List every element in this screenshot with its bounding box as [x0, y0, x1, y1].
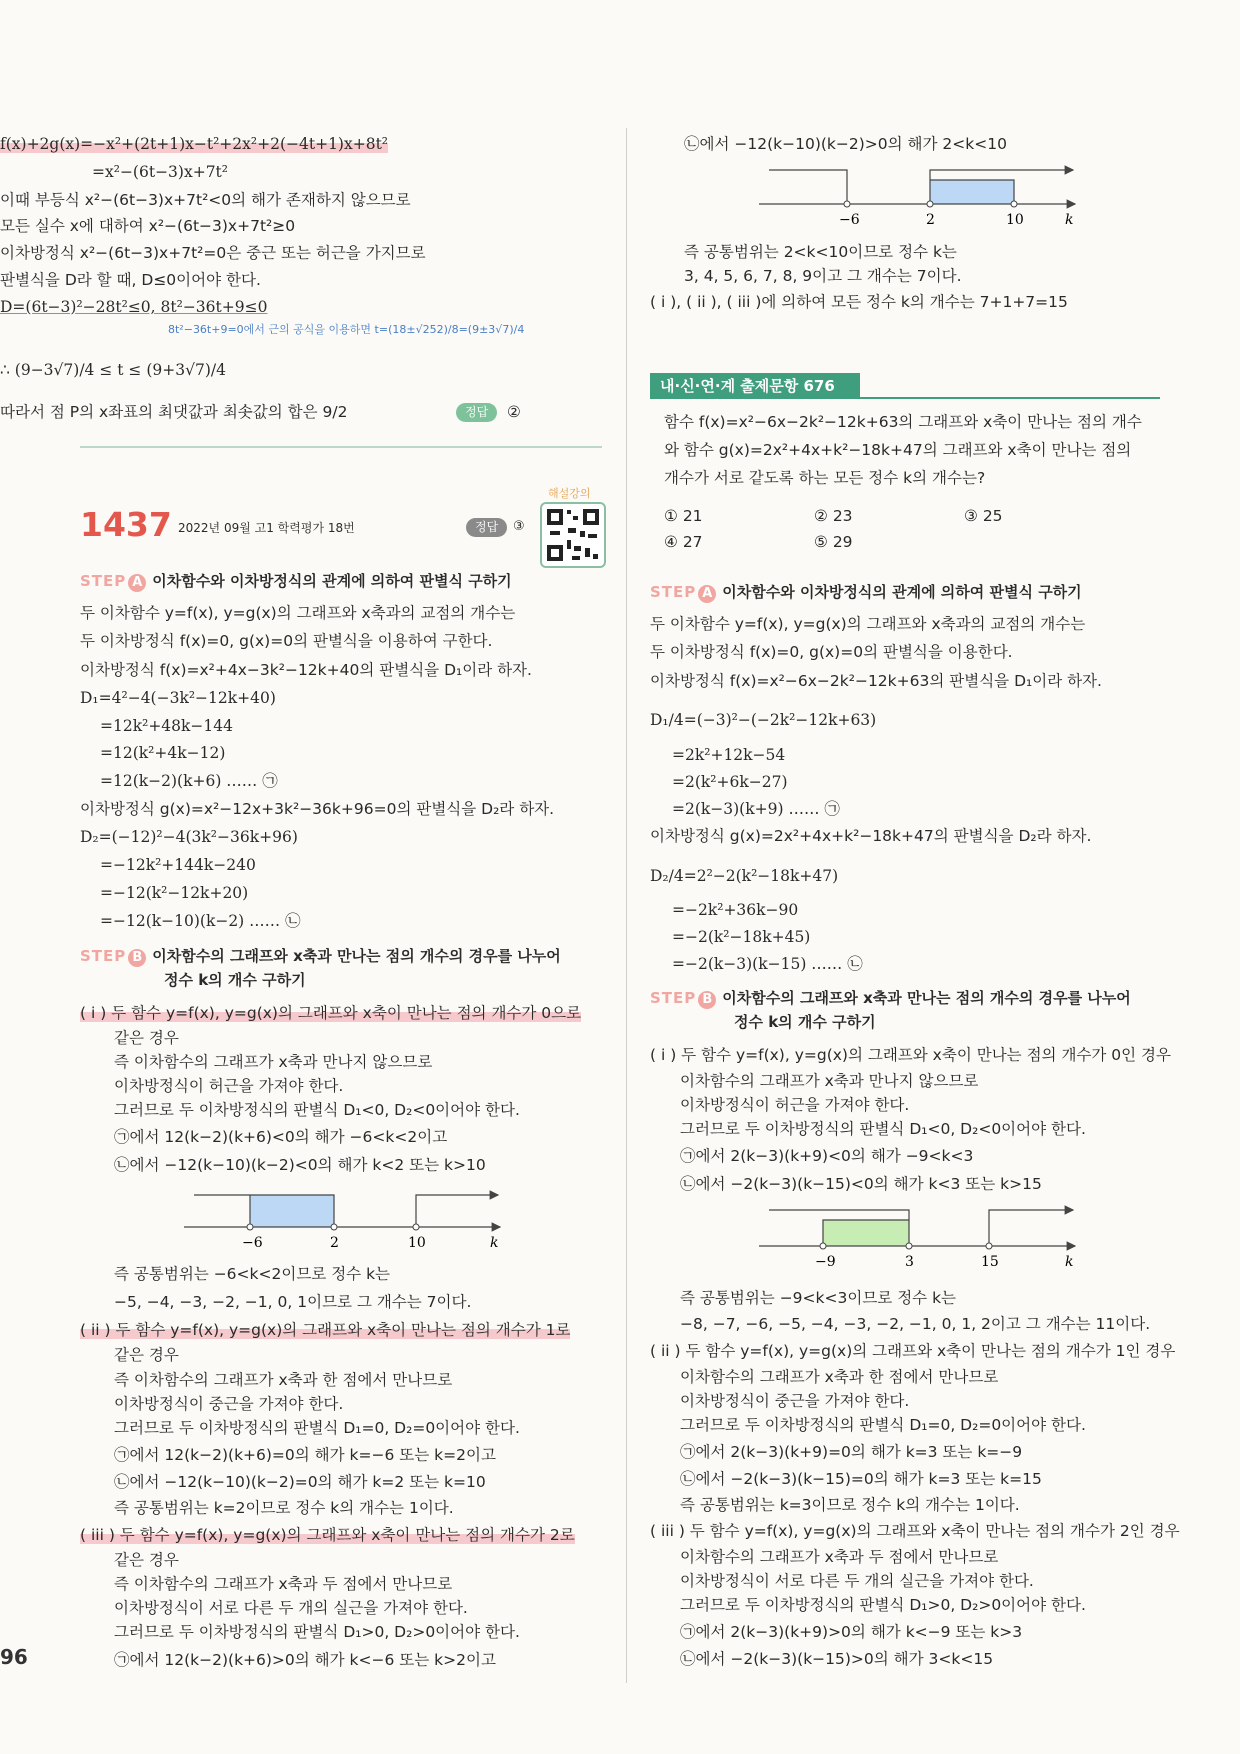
- choice-2[interactable]: ② 23: [814, 507, 853, 525]
- step-b-heading: STEP B 이차함수의 그래프와 x축과 만나는 점의 개수의 경우를 나누어: [80, 947, 561, 965]
- text-line: 그러므로 두 이차방정식의 판별식 D₁=0, D₂=0이어야 한다.: [114, 1419, 520, 1437]
- case-heading: ( ii ) 두 함수 y=f(x), y=g(x)의 그래프와 x축이 만나는 점의 개수가 1인 경우: [650, 1342, 1176, 1360]
- qr-label: 해설강의: [548, 487, 591, 500]
- text-line: 그러므로 두 이차방정식의 판별식 D₁>0, D₂>0이어야 한다.: [680, 1596, 1086, 1614]
- text-line: 그러므로 두 이차방정식의 판별식 D₁<0, D₂<0이어야 한다.: [680, 1120, 1086, 1138]
- case-heading: ( iii ) 두 함수 y=f(x), y=g(x)의 그래프와 x축이 만나는 점의 개수가 2인 경우: [650, 1522, 1180, 1540]
- answer-badge: 정답: [466, 518, 507, 537]
- text-line: ㉠에서 12(k−2)(k+6)=0의 해가 k=−6 또는 k=2이고: [114, 1446, 496, 1464]
- text-line: 모든 실수 x에 대하여 x²−(6t−3)x+7t²≥0: [0, 217, 296, 235]
- text-line: 즉 이차함수의 그래프가 x축과 두 점에서 만나므로: [114, 1575, 453, 1593]
- text-line: 이차방정식이 중근을 가져야 한다.: [114, 1395, 344, 1413]
- text-line: 판별식을 D라 할 때, D≤0이어야 한다.: [0, 271, 261, 289]
- hint-note: 8t²−36t+9=0에서 근의 공식을 이용하면 t=(18±√252)/8=(9±3√7)/4: [168, 323, 525, 336]
- text-line: ㉡에서 −12(k−10)(k−2)=0의 해가 k=2 또는 k=10: [114, 1473, 486, 1491]
- text-line: ㉡에서 −12(k−10)(k−2)<0의 해가 k<2 또는 k>10: [114, 1156, 486, 1174]
- text-line: 즉 이차함수의 그래프가 x축과 한 점에서 만나므로: [114, 1371, 453, 1389]
- text-line: 그러므로 두 이차방정식의 판별식 D₁>0, D₂>0이어야 한다.: [114, 1623, 520, 1641]
- text-line: −8, −7, −6, −5, −4, −3, −2, −1, 0, 1, 2이고 그 개수는 11이다.: [680, 1315, 1151, 1333]
- tick-label: −9: [815, 1254, 836, 1270]
- equation-line: =−2(k²−18k+45): [672, 928, 811, 946]
- text-line: ㉡에서 −2(k−3)(k−15)=0의 해가 k=3 또는 k=15: [680, 1470, 1042, 1488]
- question-line: 함수 f(x)=x²−6x−2k²−12k+63의 그래프와 x축이 만나는 점의 개수: [664, 413, 1142, 431]
- text-line: 이차방정식이 허근을 가져야 한다.: [680, 1096, 910, 1114]
- text-line: ㉡에서 −12(k−10)(k−2)>0의 해가 2<k<10: [684, 135, 1007, 153]
- choice-1[interactable]: ① 21: [664, 507, 703, 525]
- step-b-heading: STEP B 이차함수의 그래프와 x축과 만나는 점의 개수의 경우를 나누어: [650, 989, 1131, 1007]
- text-line: 이차방정식이 허근을 가져야 한다.: [114, 1077, 344, 1095]
- text-line: ㉠에서 12(k−2)(k+6)>0의 해가 k<−6 또는 k>2이고: [114, 1651, 496, 1669]
- case-heading: ( i ) 두 함수 y=f(x), y=g(x)의 그래프와 x축이 만나는 점의 개수가 0으로: [80, 1004, 582, 1022]
- equation-line: =2(k²+6k−27): [672, 773, 788, 791]
- range-fill: [250, 1195, 334, 1227]
- equation-line: D₂=(−12)²−4(3k²−36k+96): [80, 828, 298, 846]
- linked-problem-header: [650, 373, 1160, 397]
- text-line: 이차방정식이 서로 다른 두 개의 실근을 가져야 한다.: [680, 1572, 1034, 1590]
- problem-source: 2022년 09월 고1 학력평가 18번: [178, 521, 355, 535]
- range-fill: [823, 1220, 909, 1246]
- text-line: ㉠에서 2(k−3)(k+9)=0의 해가 k=3 또는 k=−9: [680, 1443, 1023, 1461]
- equation-line: =12(k²+4k−12): [100, 744, 226, 762]
- problem-number: 1437: [80, 505, 172, 544]
- text-line: ㉠에서 2(k−3)(k+9)>0의 해가 k<−9 또는 k>3: [680, 1623, 1023, 1641]
- text-line: 같은 경우: [114, 1346, 179, 1364]
- axis-var-label: k: [1065, 212, 1074, 228]
- text-line: 이차함수의 그래프가 x축과 두 점에서 만나므로: [680, 1548, 999, 1566]
- equation-line: =2(k−3)(k+9) …… ㉠: [672, 800, 840, 818]
- text-line: 같은 경우: [114, 1551, 179, 1569]
- text-line: 즉 공통범위는 2<k<10이므로 정수 k는: [684, 243, 957, 261]
- equation-line: =−2(k−3)(k−15) …… ㉡: [672, 955, 863, 973]
- choice-4[interactable]: ④ 27: [664, 533, 703, 551]
- tick-label: −6: [242, 1235, 263, 1251]
- tick-label: 2: [330, 1235, 339, 1251]
- step-b-heading-cont: 정수 k의 개수 구하기: [164, 971, 306, 989]
- text-line: 즉 공통범위는 k=2이므로 정수 k의 개수는 1이다.: [114, 1499, 454, 1517]
- text-line: 즉 공통범위는 −9<k<3이므로 정수 k는: [680, 1289, 957, 1307]
- case-heading: ( ii ) 두 함수 y=f(x), y=g(x)의 그래프와 x축이 만나는 점의 개수가 1로: [80, 1321, 571, 1339]
- tick-label: 3: [905, 1254, 914, 1270]
- equation-line: =−12k²+144k−240: [100, 856, 256, 874]
- equation-line: D=(6t−3)²−28t²≤0, 8t²−36t+9≤0: [0, 298, 268, 316]
- text-line: 즉 공통범위는 k=3이므로 정수 k의 개수는 1이다.: [680, 1496, 1020, 1514]
- tick-label: −6: [839, 212, 860, 228]
- text-line: 3, 4, 5, 6, 7, 8, 9이고 그 개수는 7이다.: [684, 267, 962, 285]
- section-divider: [80, 446, 602, 448]
- column-divider: [626, 128, 627, 1683]
- text-line: ( i ), ( ii ), ( iii )에 의하여 모든 정수 k의 개수는 7+1+7=15: [650, 293, 1068, 311]
- choice-3[interactable]: ③ 25: [964, 507, 1003, 525]
- text-line: 그러므로 두 이차방정식의 판별식 D₁=0, D₂=0이어야 한다.: [680, 1416, 1086, 1434]
- qr-code[interactable]: [540, 502, 606, 568]
- text-line: 이차방정식이 중근을 가져야 한다.: [680, 1392, 910, 1410]
- conclusion-line: 따라서 점 P의 x좌표의 최댓값과 최솟값의 합은 9/2: [0, 403, 348, 421]
- equation-line: =−2k²+36k−90: [672, 901, 799, 919]
- text-line: 그러므로 두 이차방정식의 판별식 D₁<0, D₂<0이어야 한다.: [114, 1101, 520, 1119]
- range-bracket: [989, 1210, 1073, 1246]
- text-line: 이차함수의 그래프가 x축과 한 점에서 만나므로: [680, 1368, 999, 1386]
- tick-label: 15: [981, 1254, 999, 1270]
- tick-label: 10: [408, 1235, 426, 1251]
- equation-line: f(x)+2g(x)=−x²+(2t+1)x−t²+2x²+2(−4t+1)x+8t²: [0, 135, 389, 153]
- inequality-result: ∴ (9−3√7)/4 ≤ t ≤ (9+3√7)/4: [0, 361, 226, 379]
- equation-line: =−12(k²−12k+20): [100, 884, 249, 902]
- text-line: 두 이차함수 y=f(x), y=g(x)의 그래프와 x축과의 교점의 개수는: [80, 604, 516, 622]
- text-line: 이때 부등식 x²−(6t−3)x+7t²<0의 해가 존재하지 않으므로: [0, 191, 411, 209]
- answer-value: ②: [507, 403, 521, 421]
- qr-code-icon: [542, 504, 604, 566]
- equation-line: =−12(k−10)(k−2) …… ㉡: [100, 912, 301, 930]
- axis-var-label: k: [1065, 1254, 1074, 1270]
- text-line: ㉡에서 −2(k−3)(k−15)<0의 해가 k<3 또는 k>15: [680, 1175, 1042, 1193]
- text-line: 이차방정식 g(x)=x²−12x+3k²−36k+96=0의 판별식을 D₂라 하자.: [80, 800, 555, 818]
- number-line-2: [755, 1200, 1085, 1270]
- text-line: 이차방정식 x²−(6t−3)x+7t²=0은 중근 또는 허근을 가지므로: [0, 244, 426, 262]
- answer-value: ③: [513, 519, 525, 534]
- equation-line: D₂/4=2²−2(k²−18k+47): [650, 867, 839, 885]
- text-line: 즉 공통범위는 −6<k<2이므로 정수 k는: [114, 1265, 391, 1283]
- text-line: 두 이차방정식 f(x)=0, g(x)=0의 판별식을 이용한다.: [650, 643, 1013, 661]
- text-line: 이차방정식 g(x)=2x²+4x+k²−18k+47의 판별식을 D₂라 하자.: [650, 827, 1092, 845]
- equation-line: =12(k−2)(k+6) …… ㉠: [100, 772, 278, 790]
- equation-line: =x²−(6t−3)x+7t²: [92, 163, 228, 181]
- axis-var-label: k: [490, 1235, 499, 1251]
- equation-line: D₁/4=(−3)²−(−2k²−12k+63): [650, 711, 877, 729]
- number-line-top: [755, 160, 1085, 230]
- case-heading: ( iii ) 두 함수 y=f(x), y=g(x)의 그래프와 x축이 만나는 점의 개수가 2로: [80, 1526, 575, 1544]
- step-b-heading-cont: 정수 k의 개수 구하기: [734, 1013, 876, 1031]
- equation-line: =2k²+12k−54: [672, 746, 786, 764]
- question-line: 와 함수 g(x)=2x²+4x+k²−18k+47의 그래프와 x축이 만나는 점의: [664, 441, 1132, 459]
- text-line: −5, −4, −3, −2, −1, 0, 1이므로 그 개수는 7이다.: [114, 1293, 472, 1311]
- equation-line: =12k²+48k−144: [100, 717, 233, 735]
- text-line: ㉠에서 12(k−2)(k+6)<0의 해가 −6<k<2이고: [114, 1128, 448, 1146]
- header-title: 내·신·연·계 출제문항 676: [650, 373, 860, 399]
- range-bracket: [769, 170, 847, 204]
- question-line: 개수가 서로 같도록 하는 모든 정수 k의 개수는?: [664, 469, 986, 487]
- number-line-1: [180, 1185, 510, 1255]
- tick-label: 2: [926, 212, 935, 228]
- answer-badge: 정답: [456, 403, 497, 422]
- page-number: 96: [0, 1645, 28, 1669]
- range-bracket: [416, 1195, 498, 1227]
- range-fill: [930, 180, 1014, 204]
- text-line: 이차방정식 f(x)=x²−6x−2k²−12k+63의 판별식을 D₁이라 하자.: [650, 672, 1102, 690]
- choice-5[interactable]: ⑤ 29: [814, 533, 853, 551]
- text-line: 이차함수의 그래프가 x축과 만나지 않으므로: [680, 1072, 979, 1090]
- equation-line: D₁=4²−4(−3k²−12k+40): [80, 689, 276, 707]
- text-line: 이차방정식이 서로 다른 두 개의 실근을 가져야 한다.: [114, 1599, 468, 1617]
- text-line: 두 이차함수 y=f(x), y=g(x)의 그래프와 x축과의 교점의 개수는: [650, 615, 1086, 633]
- case-heading: ( i ) 두 함수 y=f(x), y=g(x)의 그래프와 x축이 만나는 점의 개수가 0인 경우: [650, 1046, 1171, 1064]
- text-line: 같은 경우: [114, 1029, 179, 1047]
- tick-label: 10: [1006, 212, 1024, 228]
- text-line: 두 이차방정식 f(x)=0, g(x)=0의 판별식을 이용하여 구한다.: [80, 632, 493, 650]
- text-line: 이차방정식 f(x)=x²+4x−3k²−12k+40의 판별식을 D₁이라 하자.: [80, 661, 532, 679]
- text-line: 즉 이차함수의 그래프가 x축과 만나지 않으므로: [114, 1053, 433, 1071]
- step-a-heading: STEP A 이차함수와 이차방정식의 관계에 의하여 판별식 구하기: [650, 583, 1082, 601]
- step-a-heading: STEP A 이차함수와 이차방정식의 관계에 의하여 판별식 구하기: [80, 572, 512, 590]
- text-line: ㉡에서 −2(k−3)(k−15)>0의 해가 3<k<15: [680, 1650, 994, 1668]
- text-line: ㉠에서 2(k−3)(k+9)<0의 해가 −9<k<3: [680, 1147, 974, 1165]
